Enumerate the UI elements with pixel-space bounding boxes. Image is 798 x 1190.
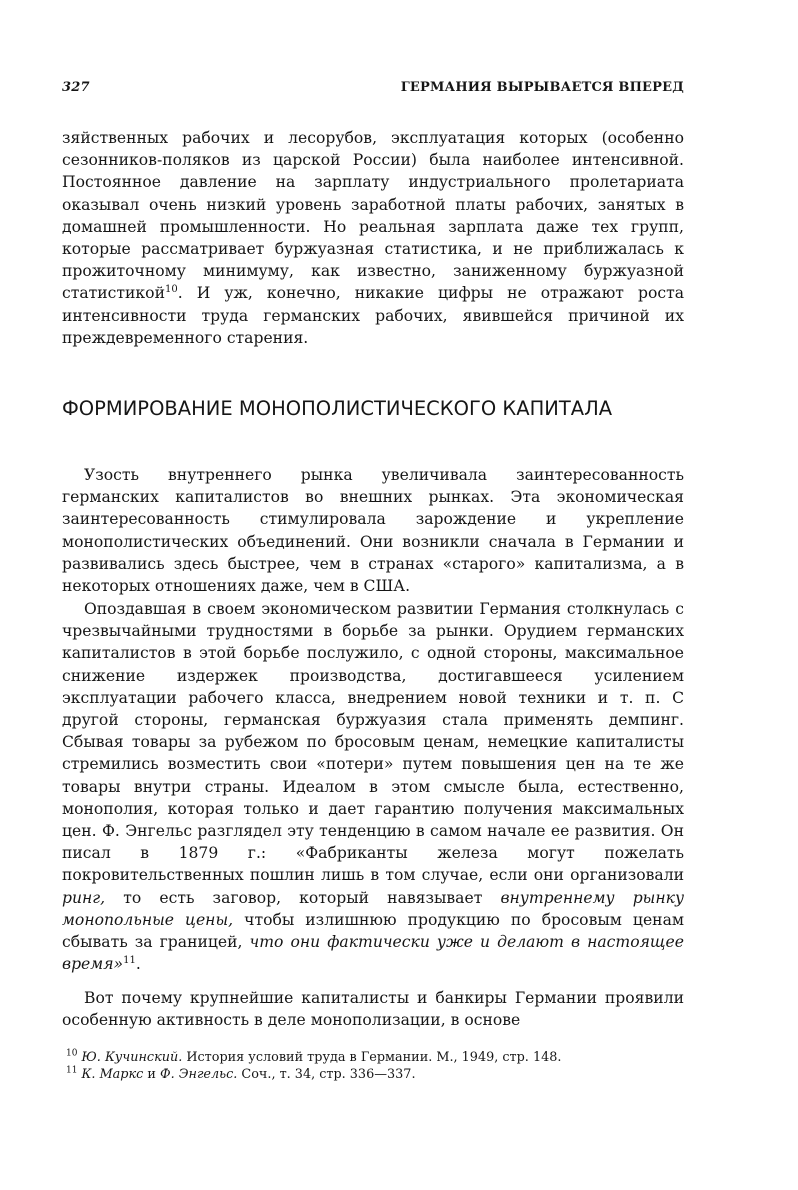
footnote-author: К. Маркс: [81, 1067, 144, 1082]
footnote-ref-11[interactable]: 11: [123, 955, 136, 967]
paragraph-market: [62, 464, 684, 597]
footnote-text: Соч., т. 34, стр. 336—337.: [237, 1067, 416, 1082]
emphasis-prices: внутреннему рынку монопольные цены,: [62, 888, 685, 929]
paragraph-text: .: [135, 955, 141, 974]
paragraph-text-tail: . И уж, конечно, никакие цифры не отражают роста интенсивности труда германских рабочих, явившейся причиной их преждевременного старения.: [62, 284, 684, 347]
paragraph-text: Опоздавшая в своем экономическом развитии Германия столкнулась с чрезвычайными трудностями в борьбе за рынки. Орудием германских капиталистов в этой борьбе послужило, с одной стороны, максимальное снижение издержек производства, достигавшееся усилением эксплуатации рабочего класса, внедрением новой техники и т. п. С другой стороны, германская буржуазия стала применять демпинг. Сбывая товары за рубежом по бросовым ценам, немецкие капиталисты стремились возместить свои «потери» путем повышения цен на те же товары внутри страны. Идеалом в этом смысле была, естественно, монополия, которая только и дает гарантию получения максимальных цен. Ф. Энгельс разглядел эту тенденцию в самом начале ее развития. Он писал в 1879 г.: «Фабриканты железа могут пожелать покровительственных пошлин лишь в том случае, если они организовали: [62, 600, 684, 885]
section-heading: ФОРМИРОВАНИЕ МОНОПОЛИСТИЧЕСКОГО КАПИТАЛА: [62, 397, 613, 420]
paragraph-text: Узость внутреннего рынка увеличивала заинтересованность германских капиталистов во внешних рынках. Эта экономическая заинтересованность стимулировала зарождение и укрепление монополистических объединений. Они возникли сначала в Германии и развивались здесь быстрее, чем в странах «старого» капитализма, а в некоторых отношениях даже, чем в США.: [62, 466, 684, 596]
emphasis-quote: что они фактически уже и делают в настоящее время»: [62, 933, 684, 974]
emphasis-ring: ринг,: [62, 888, 106, 907]
footnote-text: История условий труда в Германии. М., 1949, стр. 148.: [182, 1050, 562, 1065]
footnotes: [66, 1049, 686, 1083]
footnote-author-2: Ф. Энгельс.: [159, 1067, 238, 1082]
page-number: 327: [62, 80, 90, 95]
footnote-ref-10[interactable]: 10: [164, 284, 178, 296]
footnote-conjunction: и: [143, 1067, 160, 1082]
paragraph-text: Вот почему крупнейшие капиталисты и банкиры Германии проявили особенную активность в деле монополизации, в основе: [62, 989, 684, 1030]
footnote-10: [66, 1049, 686, 1066]
footnote-author: Ю. Кучинский.: [81, 1050, 183, 1065]
paragraph-text: то есть заговор, который навязывает: [105, 888, 501, 907]
running-title: ГЕРМАНИЯ ВЫРЫВАЕТСЯ ВПЕРЕД: [400, 80, 684, 95]
footnote-number: 10: [66, 1048, 78, 1059]
paragraph-continued: [62, 127, 684, 349]
paragraph-monopolization: [62, 987, 684, 1031]
footnote-11: [66, 1066, 686, 1083]
paragraph-text: чтобы излишнюю продукцию по бросовым ценам сбывать за границей,: [62, 910, 684, 952]
paragraph-dumping: [62, 598, 684, 975]
paragraph-text: зяйственных рабочих и лесорубов, эксплуатация которых (особенно сезонников-поляков из царской России) была наиболее интенсивной. Постоянное давление на зарплату индустриального пролетариата оказывал очень низкий уровень заработной платы рабочих, занятых в домашней промышленности. Но реальная зарплата даже тех групп, которые рассматривает буржуазная статистика, и не приближалась к прожиточному минимуму, как известно, заниженному буржуазной статистикой: [62, 129, 684, 303]
footnote-number: 11: [66, 1065, 78, 1076]
running-header: [62, 80, 684, 102]
